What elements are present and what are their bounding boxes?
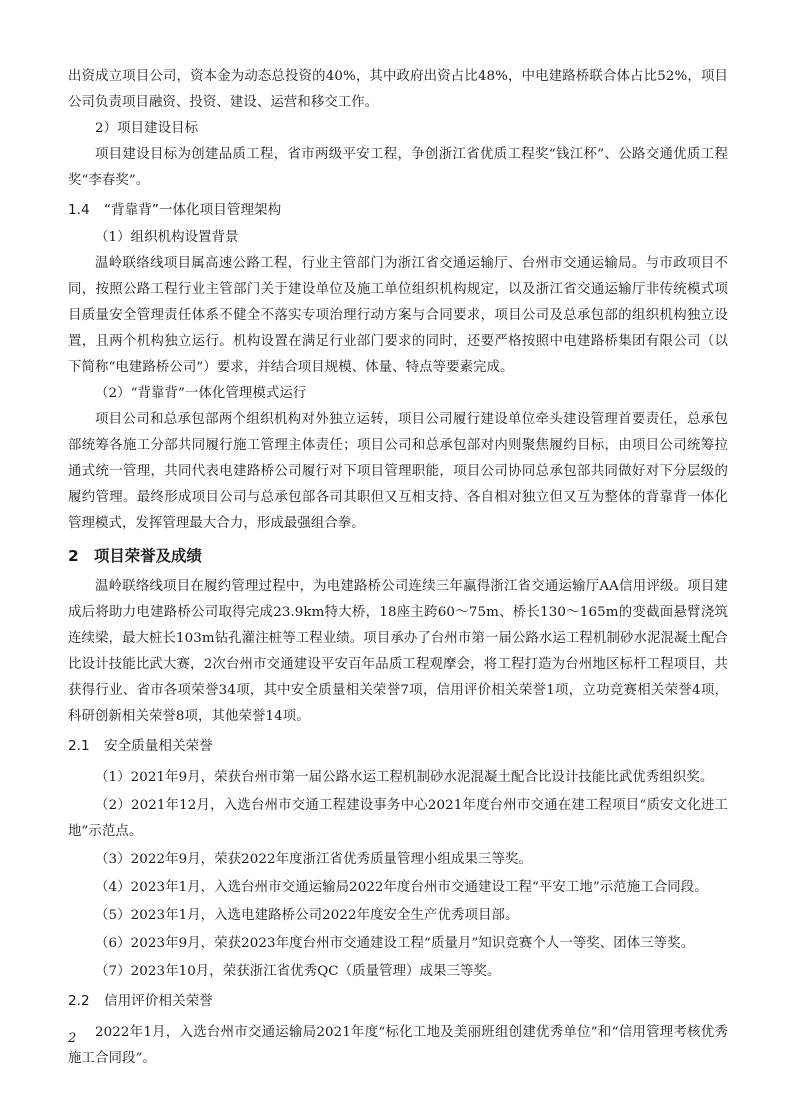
honor-item-3: （3）2022年9月，荣获2022年度浙江省优秀质量管理小组成果三等奖。 [95,852,532,867]
intro-paragraph-2: 项目建设目标为创建品质工程，省市两级平安工程，争创浙江省优质工程奖“钱江杯”、公路交通优质工程奖“李春奖”。 [68,147,728,188]
honor-item-4: （4）2023年1月，入选台州市交通运输局2022年度台州市交通建设工程“平安工地”示范施工合同段。 [95,880,708,895]
section-2-2-heading [68,988,728,1014]
section-2-number: 2 [68,547,79,565]
section-1-4-title: “背靠背”一体化项目管理架构 [104,202,282,218]
section-1-4-subheading-2: （2）“背靠背”一体化管理模式运行 [95,386,307,401]
page-number: 2 [68,1031,77,1046]
section-2-1-number: 2.1 [68,738,90,754]
honor-item-1: （1）2021年9月，荣获台州市第一届公路水运工程机制砂水泥混凝土配合比设计技能比武优秀组织奖。 [95,770,714,785]
section-2-2-title: 信用评价相关荣誉 [104,993,213,1009]
honor-item-6: （6）2023年9月，荣获2023年度台州市交通建设工程“质量月”知识竞赛个人一等奖、团体三等奖。 [95,936,695,951]
section-2-2-paragraph-1: 2022年1月，入选台州市交通运输局2021年度“标化工地及美丽班组创建优秀单位”和“信用管理考核优秀施工合同段”。 [68,1025,728,1066]
intro-paragraph-1: 出资成立项目公司，资本金为动态总投资的40%，其中政府出资占比48%，中电建路桥联合体占比52%，项目公司负责项目融资、投资、建设、运营和移交工作。 [68,69,728,110]
intro-subheading-2: 2）项目建设目标 [95,121,199,136]
section-1-4-number: 1.4 [68,202,90,218]
honor-item-7: （7）2023年10月，荣获浙江省优秀QC（质量管理）成果三等奖。 [95,964,501,979]
section-1-4-heading [68,197,728,223]
section-2-paragraph-1: 温岭联络线项目在履约管理过程中，为电建路桥公司连续三年赢得浙江省交通运输厅AA信用评级。项目建成后将助力电建路桥公司取得完成23.9km特大桥，18座主跨60～75m、桥长130～165m的变截面悬臂浇筑连续梁，最大桩长103m钻孔灌注桩等工程业绩。项目承办了台州市第一届公路水运工程机制砂水泥混凝土配合比设计技能比武大赛，2次台州市交通建设平安百年品质工程观摩会，将工程打造为台州地区标杆工程项目，共获得行业、省市各项荣誉34项，其中安全质量相关荣誉7项，信用评价相关荣誉1项，立功竞赛相关荣誉4项，科研创新相关荣誉8项，其他荣誉14项。 [68,579,729,724]
honor-item-2: （2）2021年12月，入选台州市交通工程建设事务中心2021年度台州市交通在建工程项目“质安文化进工地”示范点。 [68,798,728,839]
section-1-4-paragraph-1: 温岭联络线项目属高速公路工程，行业主管部门为浙江省交通运输厅、台州市交通运输局。与市政项目不同，按照公路工程行业主管部门关于建设单位及施工单位组织机构规定，以及浙江省交通运输厅非传统模式项目质量安全管理责任体系不健全不落实专项治理行动方案与合同要求，项目公司及总承包部的组织机构独立设置，且两个机构独立运行。机构设置在满足行业部门要求的同时，还要严格按照中电建路桥集团有限公司（以下简称“电建路桥公司”）要求，并结合项目规模、体量、特点等要素完成。 [68,256,728,375]
section-2-title: 项目荣誉及成绩 [94,547,202,565]
section-2-2-number: 2.2 [68,993,90,1009]
section-2-1-title: 安全质量相关荣誉 [104,738,213,754]
document-page [68,64,728,1072]
section-2-1-heading [68,733,728,759]
section-1-4-paragraph-2: 项目公司和总承包部两个组织机构对外独立运转，项目公司履行建设单位牵头建设管理首要责任，总承包部统筹各施工分部共同履行施工管理主体责任；项目公司和总承包部对内则聚焦履约目标，由项目公司统筹拉通式统一管理，共同代表电建路桥公司履行对下项目管理职能，项目公司协同总承包部共同做好对下分层级的履约管理。最终形成项目公司与总承包部各司其职但又互相支持、各自相对独立但又互为整体的背靠背一体化管理模式，发挥管理最大合力，形成最强组合拳。 [68,412,728,531]
section-1-4-subheading-1: （1）组织机构设置背景 [95,230,239,245]
section-2-heading [68,541,728,571]
honor-item-5: （5）2023年1月，入选电建路桥公司2022年度安全生产优秀项目部。 [95,908,519,923]
